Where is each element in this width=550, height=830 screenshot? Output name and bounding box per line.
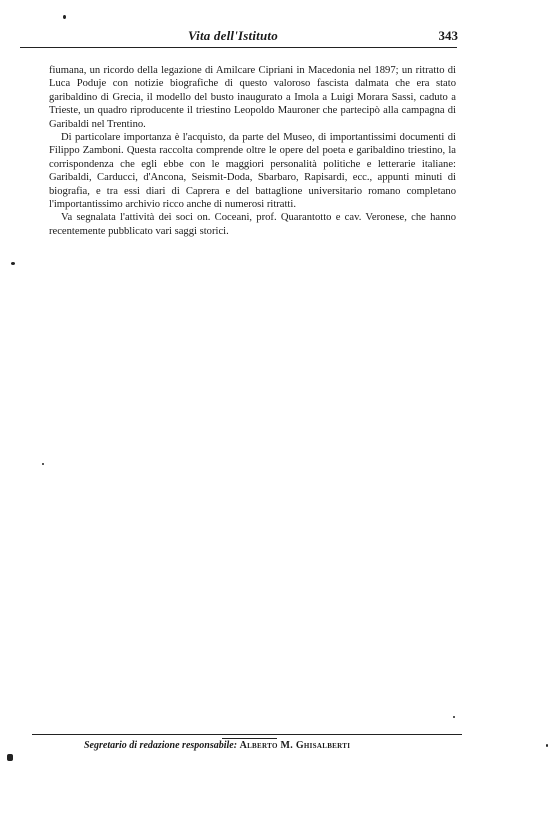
page-header (20, 28, 458, 48)
paragraph-1: fiumana, un ricordo della legazione di Amilcare Cipriani in Macedonia nel 1897; un ritratto di Luca Poduje con notizie biografiche di questo valoroso fascista dalmata che era stato garibaldino di Grecia, il modello del busto inaugurato a Imola a Luigi Morara Sassi, caduto a Trieste, un quadro riproducente il triestino Leopoldo Mauroner che partecipò alla campagna di Garibaldi nel Trentino. (49, 65, 456, 130)
scan-speck (63, 15, 66, 19)
header-rule (20, 47, 457, 48)
scan-speck (453, 716, 455, 718)
running-title: Vita dell'Istituto (188, 28, 278, 43)
footer-rule (32, 734, 462, 735)
footer-rule-short (222, 738, 277, 739)
page-number: 343 (438, 28, 458, 43)
body-text (49, 64, 456, 238)
scan-speck (42, 463, 44, 465)
paragraph-2: Di particolare importanza è l'acquisto, da parte del Museo, di importantissimi documenti di Filippo Zamboni. Questa raccolta comprende oltre le opere del poeta e garibaldino triestino, la corrispondenza che egli ebbe con le maggiori personalità politiche e letterarie italiane: Garibaldi, Carducci, d'Ancona, Seismit-Doda, Sbarbaro, Rapisardi, ecc., appunti minuti di biografia, e tra essi diari di Caprera e del battaglione universitario romano completano l'importantissimo archivio ricco anche di numerosi ritratti. (49, 132, 456, 211)
editor-credit (84, 740, 464, 751)
editor-credit-name: Alberto M. Ghisalberti (239, 740, 351, 751)
scan-speck (7, 754, 13, 761)
scan-speck (546, 744, 548, 747)
editor-credit-label: Segretario di redazione responsabile: (84, 740, 238, 751)
scan-speck (11, 262, 15, 265)
paragraph-3: Va segnalata l'attività dei soci on. Coceani, prof. Quarantotto e cav. Veronese, che hanno recentemente pubblicato vari saggi storici. (49, 212, 456, 237)
